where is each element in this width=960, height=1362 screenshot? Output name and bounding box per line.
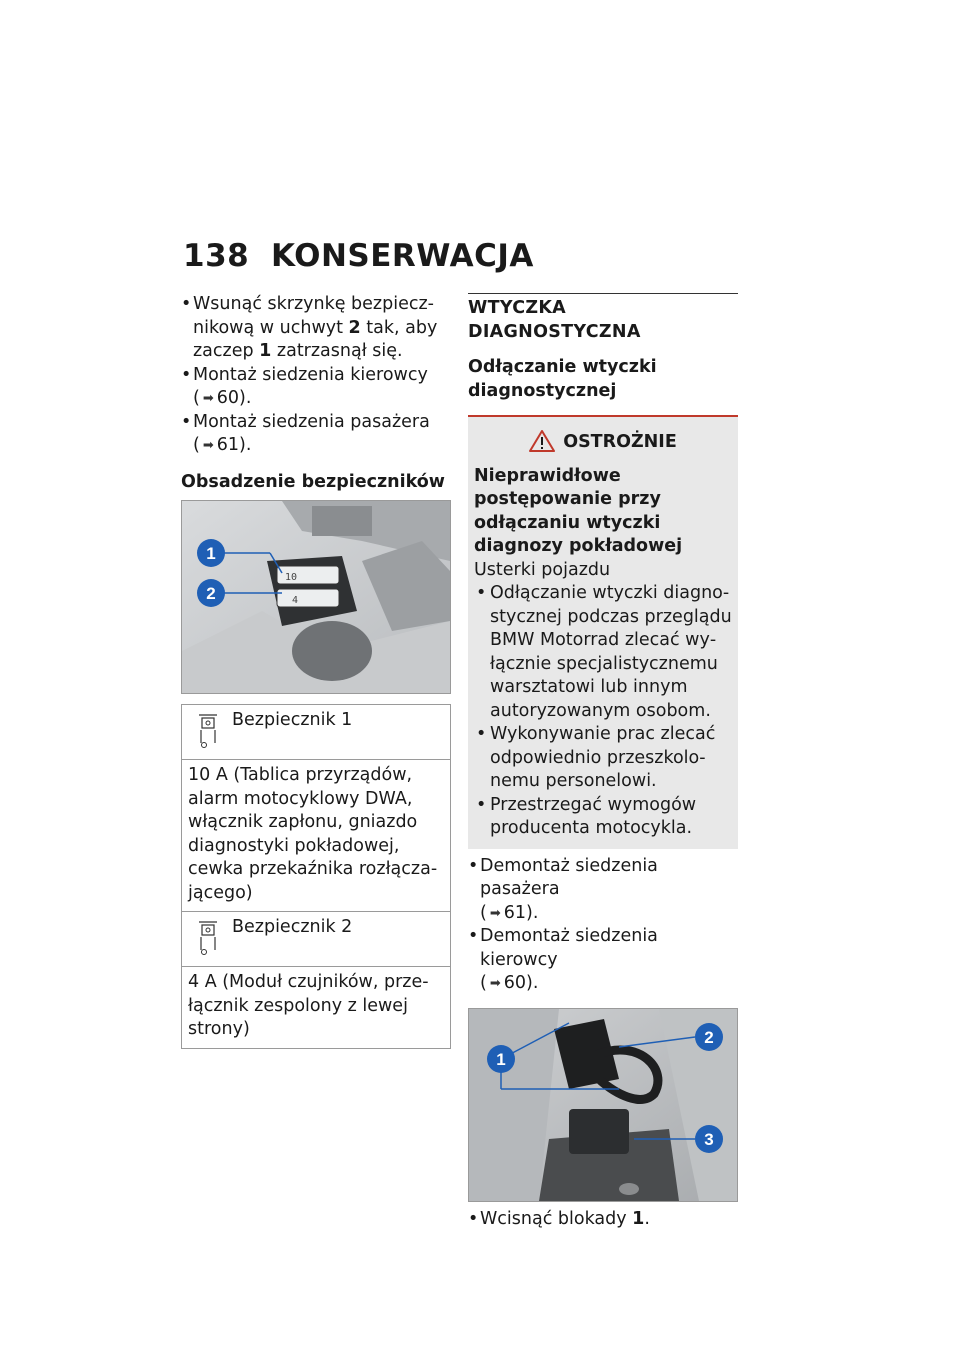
page-ref-arrow-icon: ➡ — [202, 391, 214, 406]
step-insert-fuse-box: • Wsunąć skrzynkę bezpiecznikową w uchwyt 2 tak, aby zaczep 1 zatrzasnął się. — [181, 293, 451, 364]
fuse-1-header — [182, 705, 450, 760]
step-press-locks: • Wcisnąć blokady 1. — [468, 1208, 738, 1232]
diagnostic-plug-figure — [468, 1008, 738, 1202]
page-ref-arrow-icon: ➡ — [489, 905, 501, 921]
fuse-icon — [198, 920, 218, 956]
callout-2: 2 — [704, 1027, 714, 1047]
page-ref-arrow-icon: ➡ — [202, 438, 214, 453]
fuse-2-name: Bezpiecznik 2 — [232, 917, 353, 937]
callout-2: 2 — [206, 584, 216, 603]
fuse-table — [181, 704, 451, 1049]
diagnostic-plug-illustration — [469, 1009, 737, 1201]
warning-item: • Wykonywanie prac zlecać odpowiednio przeszkolonemu personelowi. — [474, 723, 732, 794]
warning-box — [468, 417, 738, 849]
callout-1: 1 — [496, 1049, 506, 1069]
step-mount-passenger-seat: • Montaż siedzenia pasażera ( ➡ 61). — [181, 411, 451, 458]
step-remove-rider-seat: • Demontaż siedzenia kierowcy ( ➡ 60). — [468, 925, 738, 996]
fuse-layout-heading: Obsadzenie bezpieczników — [181, 471, 445, 492]
left-column — [181, 293, 451, 1049]
fuse-2-header — [182, 912, 450, 967]
fuse-label-10: 10 — [285, 572, 298, 583]
fuse-1-description: 10 A (Tablica przyrządów, alarm motocyklowy DWA, włącznik zapłonu, gniazdo diagnostyki pokładowej, cewka przekaźnika rozłączającego) — [182, 760, 450, 912]
fuse-icon — [198, 713, 218, 749]
fuse-box-illustration — [182, 501, 450, 693]
subsection-title: Odłączanie wtyczki diagnostycznej — [468, 357, 657, 401]
step-remove-passenger-seat: • Demontaż siedzenia pasażera ( ➡ 61). — [468, 855, 738, 926]
step-mount-rider-seat: • Montaż siedzenia kierowcy ( ➡ 60). — [181, 364, 451, 411]
right-column — [468, 293, 738, 1231]
section-title: WTYCZKA DIAGNOSTYCZNA — [468, 293, 738, 344]
warning-triangle-icon — [529, 429, 555, 453]
warning-label: OSTROŻNIE — [563, 432, 677, 452]
warning-heading: Nieprawidłowe postępowanie przy odłączaniu wtyczki diagnozy pokładowej — [474, 465, 683, 556]
page-title: KONSERWACJA — [271, 238, 534, 274]
callout-1: 1 — [206, 544, 216, 563]
fuse-2-description: 4 A (Moduł czujników, przełącznik zespolony z lewej strony) — [182, 967, 450, 1049]
warning-item: • Przestrzegać wymogów producenta motocykla. — [474, 794, 732, 841]
warning-title — [474, 429, 732, 455]
fuse-label-4: 4 — [292, 595, 299, 606]
warning-consequence: Usterki pojazdu — [474, 559, 611, 580]
fuse-1-name: Bezpiecznik 1 — [232, 710, 353, 730]
page-header — [183, 238, 534, 274]
page-ref-arrow-icon: ➡ — [489, 976, 501, 991]
callout-3: 3 — [704, 1129, 714, 1149]
page-number: 138 — [183, 238, 250, 274]
warning-item: • Odłączanie wtyczki diagnostycznej podczas przeglądu BMW Motorrad zlecać wyłącznie specjalistycznemu warsztatowi lub innym autoryzowanym osobom. — [474, 582, 732, 723]
fuse-box-figure — [181, 500, 451, 694]
